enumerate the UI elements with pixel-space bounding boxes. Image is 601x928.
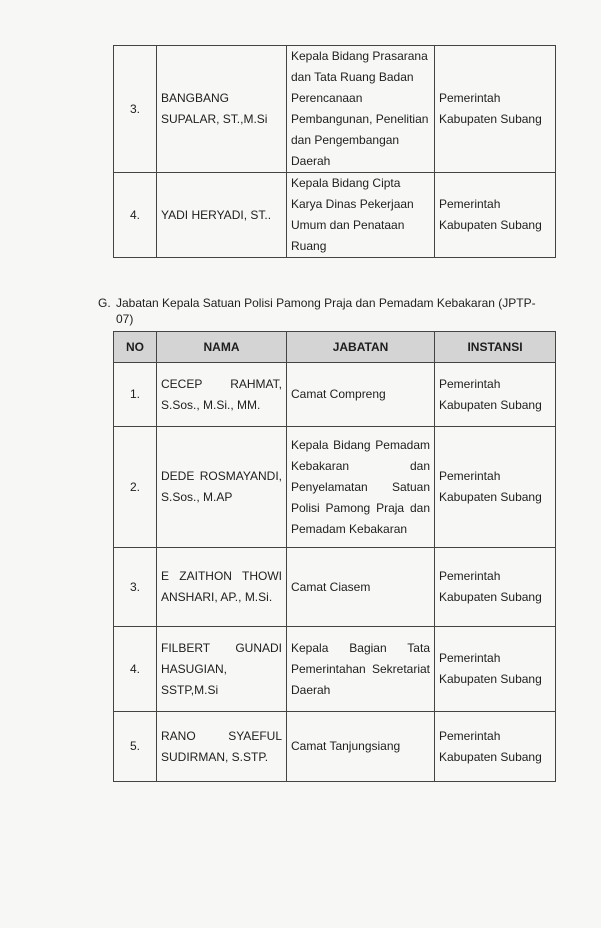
row-number: 4. (114, 627, 157, 712)
official-agency: Pemerintah Kabupaten Subang (435, 548, 556, 627)
header-jabatan: JABATAN (287, 332, 435, 363)
row-number: 4. (114, 173, 157, 258)
officials-table-g (113, 331, 556, 782)
official-agency: Pemerintah Kabupaten Subang (435, 363, 556, 427)
official-name: E ZAITHON THOWI ANSHARI, AP., M.Si. (157, 548, 287, 627)
official-name: BANGBANG SUPALAR, ST.,M.Si (157, 46, 287, 173)
official-name: DEDE ROSMAYANDI, S.Sos., M.AP (157, 427, 287, 548)
official-position: Camat Ciasem (287, 548, 435, 627)
row-number: 3. (114, 46, 157, 173)
header-nama: NAMA (157, 332, 287, 363)
section-letter: G. (98, 296, 111, 310)
official-name: FILBERT GUNADI HASUGIAN, SSTP,M.Si (157, 627, 287, 712)
header-no: NO (114, 332, 157, 363)
official-agency: Pemerintah Kabupaten Subang (435, 173, 556, 258)
table-row (114, 427, 556, 548)
table-row (114, 173, 556, 258)
official-position: Camat Tanjungsiang (287, 712, 435, 782)
official-agency: Pemerintah Kabupaten Subang (435, 427, 556, 548)
header-instansi: INSTANSI (435, 332, 556, 363)
official-agency: Pemerintah Kabupaten Subang (435, 712, 556, 782)
table-row (114, 363, 556, 427)
official-position: Camat Compreng (287, 363, 435, 427)
official-agency: Pemerintah Kabupaten Subang (435, 46, 556, 173)
section-title: Jabatan Kepala Satuan Polisi Pamong Praja dan Pemadam Kebakaran (JPTP-07) (116, 296, 536, 326)
official-position: Kepala Bidang Prasarana dan Tata Ruang Badan Perencanaan Pembangunan, Penelitian dan Pengembangan Daerah (287, 46, 435, 173)
official-position: Kepala Bidang Cipta Karya Dinas Pekerjaan Umum dan Penataan Ruang (287, 173, 435, 258)
table-row (114, 712, 556, 782)
table-row (114, 627, 556, 712)
official-agency: Pemerintah Kabupaten Subang (435, 627, 556, 712)
table-row (114, 46, 556, 173)
row-number: 5. (114, 712, 157, 782)
row-number: 1. (114, 363, 157, 427)
official-position: Kepala Bagian Tata Pemerintahan Sekretariat Daerah (287, 627, 435, 712)
official-name: YADI HERYADI, ST.. (157, 173, 287, 258)
official-name: RANO SYAEFUL SUDIRMAN, S.STP. (157, 712, 287, 782)
officials-table-continued (113, 45, 556, 258)
table-header-row (114, 332, 556, 363)
official-name: CECEP RAHMAT, S.Sos., M.Si., MM. (157, 363, 287, 427)
table-row (114, 548, 556, 627)
row-number: 3. (114, 548, 157, 627)
row-number: 2. (114, 427, 157, 548)
official-position: Kepala Bidang Pemadam Kebakaran dan Penyelamatan Satuan Polisi Pamong Praja dan Pemadam Kebakaran (287, 427, 435, 548)
